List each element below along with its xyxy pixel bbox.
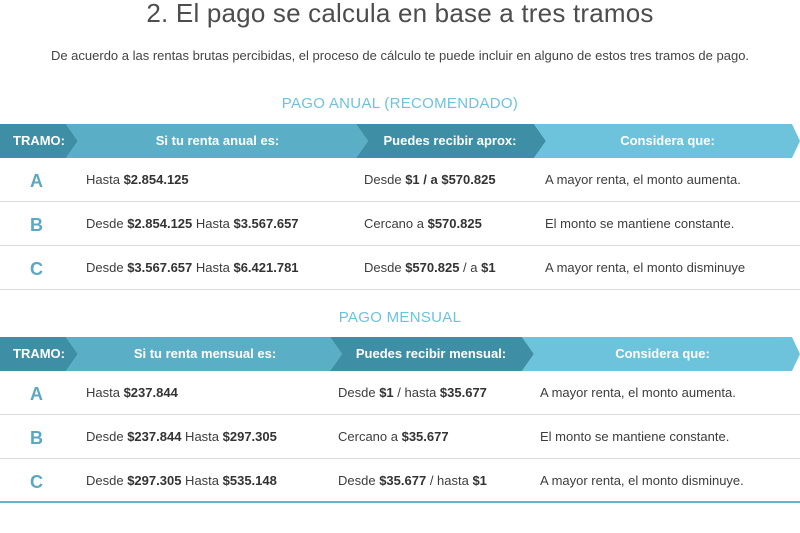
header-tramo: TRAMO: xyxy=(13,133,65,148)
recibir-cell: Desde $570.825 / a $1 xyxy=(364,260,496,275)
recibir-cell: Desde $1 / a $570.825 xyxy=(364,172,496,187)
page-title: 2. El pago se calcula en base a tres tramos xyxy=(146,0,654,28)
table-row xyxy=(0,415,800,459)
considera-cell: A mayor renta, el monto disminuye xyxy=(545,260,746,275)
tramo-letter: B xyxy=(30,215,43,235)
renta-cell: Desde $2.854.125 Hasta $3.567.657 xyxy=(86,216,299,231)
table-row xyxy=(0,158,800,202)
monthly-section-title: PAGO MENSUAL xyxy=(338,309,462,326)
tramo-letter: C xyxy=(30,472,43,492)
renta-cell: Desde $237.844 Hasta $297.305 xyxy=(86,429,277,444)
table-row xyxy=(0,202,800,246)
annual-rows xyxy=(0,158,800,290)
tramo-letter: A xyxy=(30,171,43,191)
header-recibir: Puedes recibir mensual: xyxy=(355,346,507,361)
table-row xyxy=(0,459,800,503)
renta-cell: Desde $297.305 Hasta $535.148 xyxy=(86,473,277,488)
monthly-table-header xyxy=(0,337,800,371)
tramo-letter: B xyxy=(30,428,43,448)
monthly-table xyxy=(0,337,800,503)
tramo-letter: C xyxy=(30,259,43,279)
annual-table xyxy=(0,124,800,290)
recibir-cell: Cercano a $570.825 xyxy=(364,216,482,231)
annual-section-title: PAGO ANUAL (RECOMENDADO) xyxy=(281,95,519,112)
header-renta: Si tu renta anual es: xyxy=(155,133,280,148)
considera-cell: A mayor renta, el monto aumenta. xyxy=(545,172,741,187)
renta-cell: Hasta $237.844 xyxy=(86,385,178,400)
tramo-letter: A xyxy=(30,384,43,404)
considera-cell: El monto se mantiene constante. xyxy=(545,216,735,231)
header-considera: Considera que: xyxy=(620,133,715,148)
renta-cell: Desde $3.567.657 Hasta $6.421.781 xyxy=(86,260,299,275)
header-renta: Si tu renta mensual es: xyxy=(133,346,277,361)
considera-cell: El monto se mantiene constante. xyxy=(540,429,730,444)
recibir-cell: Cercano a $35.677 xyxy=(338,429,449,444)
monthly-rows xyxy=(0,371,800,503)
considera-cell: A mayor renta, el monto disminuye. xyxy=(540,473,744,488)
recibir-cell: Desde $35.677 / hasta $1 xyxy=(338,473,487,488)
header-considera: Considera que: xyxy=(615,346,710,361)
table-row xyxy=(0,371,800,415)
annual-table-header xyxy=(0,124,800,158)
intro-text: De acuerdo a las rentas brutas percibidas, el proceso de cálculo te puede incluir en alguno de estos tres tramos de pago. xyxy=(50,48,750,63)
header-tramo: TRAMO: xyxy=(13,346,65,361)
considera-cell: A mayor renta, el monto aumenta. xyxy=(540,385,736,400)
table-row xyxy=(0,246,800,290)
renta-cell: Hasta $2.854.125 xyxy=(86,172,189,187)
header-recibir: Puedes recibir aprox: xyxy=(383,133,517,148)
recibir-cell: Desde $1 / hasta $35.677 xyxy=(338,385,487,400)
